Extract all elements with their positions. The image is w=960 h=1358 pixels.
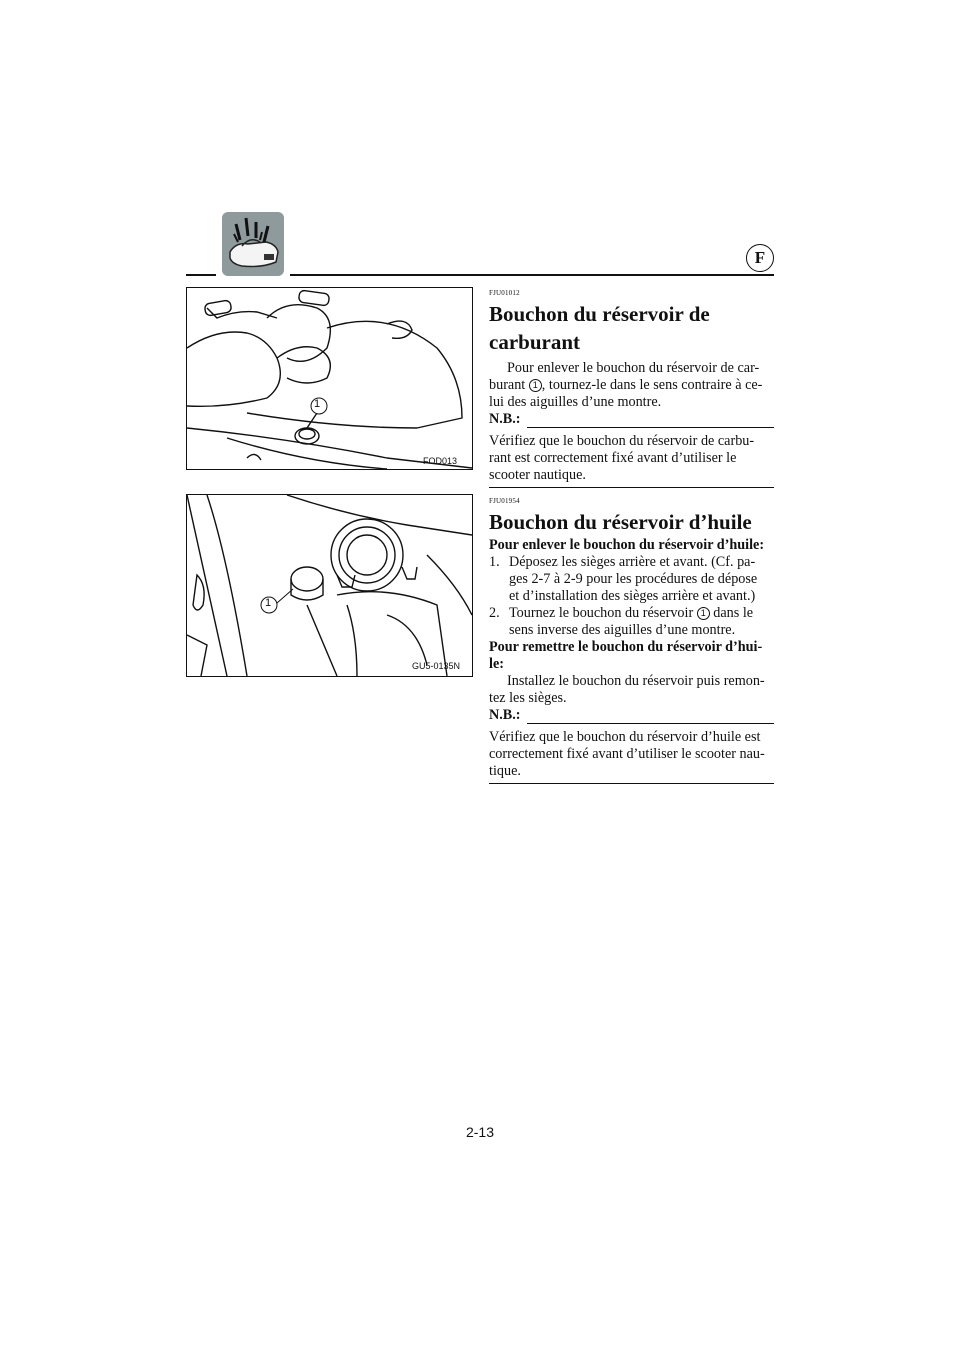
figure-oil-cap (186, 494, 473, 677)
step-text (509, 554, 774, 605)
note-end-rule (489, 783, 774, 784)
step-line: ges 2-7 à 2-9 pour les procédures de dépose (509, 571, 758, 587)
paragraph-text: burant (489, 377, 526, 393)
note-line: Vérifiez que le bouchon du réservoir de carbu- (489, 433, 755, 449)
note-line: tique. (489, 763, 521, 779)
paragraph-line: tez les sièges. (489, 690, 567, 706)
section-code: FJU01954 (489, 497, 520, 505)
note-label: N.B.: (489, 707, 521, 723)
note-line: rant est correctement fixé avant d’utiliser le (489, 450, 737, 466)
note-line: scooter nautique. (489, 467, 586, 483)
figure-label: FOD013 (423, 456, 458, 466)
note-end-rule (489, 487, 774, 488)
step-text (509, 605, 774, 639)
figure-callout: 1 (265, 597, 272, 609)
callout-marker: 1 (697, 607, 710, 620)
watercraft-icon (222, 212, 284, 276)
figure-fuel-cap (186, 287, 473, 470)
step-text-part: dans le (713, 605, 754, 621)
figure-callout: 1 (314, 398, 321, 410)
section-title (489, 300, 774, 356)
step-line: et d’installation des sièges arrière et avant.) (509, 588, 756, 604)
step-line: Déposez les sièges arrière et avant. (Cf. pa- (509, 554, 756, 570)
callout-marker: 1 (529, 379, 542, 392)
section-title-line: Bouchon du réservoir de (489, 302, 710, 326)
section-oil-cap (489, 497, 774, 784)
section-fuel-cap (489, 289, 774, 488)
note-line: correctement fixé avant d’utiliser le scooter nau- (489, 746, 765, 762)
note-label: N.B.: (489, 411, 521, 427)
fuel-cap-illustration (187, 288, 472, 469)
language-badge: F (746, 244, 774, 272)
install-heading-line: le: (489, 656, 504, 672)
paragraph-line: Pour enlever le bouchon du réservoir de car- (507, 360, 760, 376)
paragraph-line: lui des aiguilles d’une montre. (489, 394, 662, 410)
paragraph-line: Installez le bouchon du réservoir puis remon- (507, 673, 765, 689)
list-item (489, 605, 774, 639)
section-title-line: carburant (489, 330, 580, 354)
note-body (489, 729, 774, 780)
install-paragraph (489, 673, 774, 707)
step-line: sens inverse des aiguilles d’une montre. (509, 622, 736, 638)
step-text-part: Tournez le bouchon du réservoir (509, 605, 694, 621)
note-rule (527, 711, 774, 724)
section-code: FJU01012 (489, 289, 520, 297)
note-line: Vérifiez que le bouchon du réservoir d’huile est (489, 729, 761, 745)
figure-label: GU5-0135N (412, 661, 461, 671)
step-number: 2. (489, 605, 500, 621)
note-body (489, 433, 774, 484)
note-heading (489, 411, 774, 428)
install-heading (489, 639, 774, 673)
step-number: 1. (489, 554, 500, 570)
paragraph-text: , tournez-le dans le sens contraire à ce- (541, 377, 763, 393)
header-rule-left (186, 274, 216, 276)
section-paragraph (489, 360, 774, 411)
paragraph-line (489, 377, 774, 394)
section-title: Bouchon du réservoir d’huile (489, 510, 752, 534)
list-item (489, 554, 774, 605)
note-heading (489, 707, 774, 724)
remove-heading: Pour enlever le bouchon du réservoir d’huile: (489, 537, 765, 553)
step-line (509, 605, 774, 622)
header-rule-right (290, 274, 774, 276)
page-number: 2-13 (465, 1124, 495, 1140)
note-rule (527, 415, 774, 428)
steps-list (489, 554, 774, 639)
oil-cap-illustration (187, 495, 472, 676)
install-heading-line: Pour remettre le bouchon du réservoir d’hui- (489, 639, 763, 655)
